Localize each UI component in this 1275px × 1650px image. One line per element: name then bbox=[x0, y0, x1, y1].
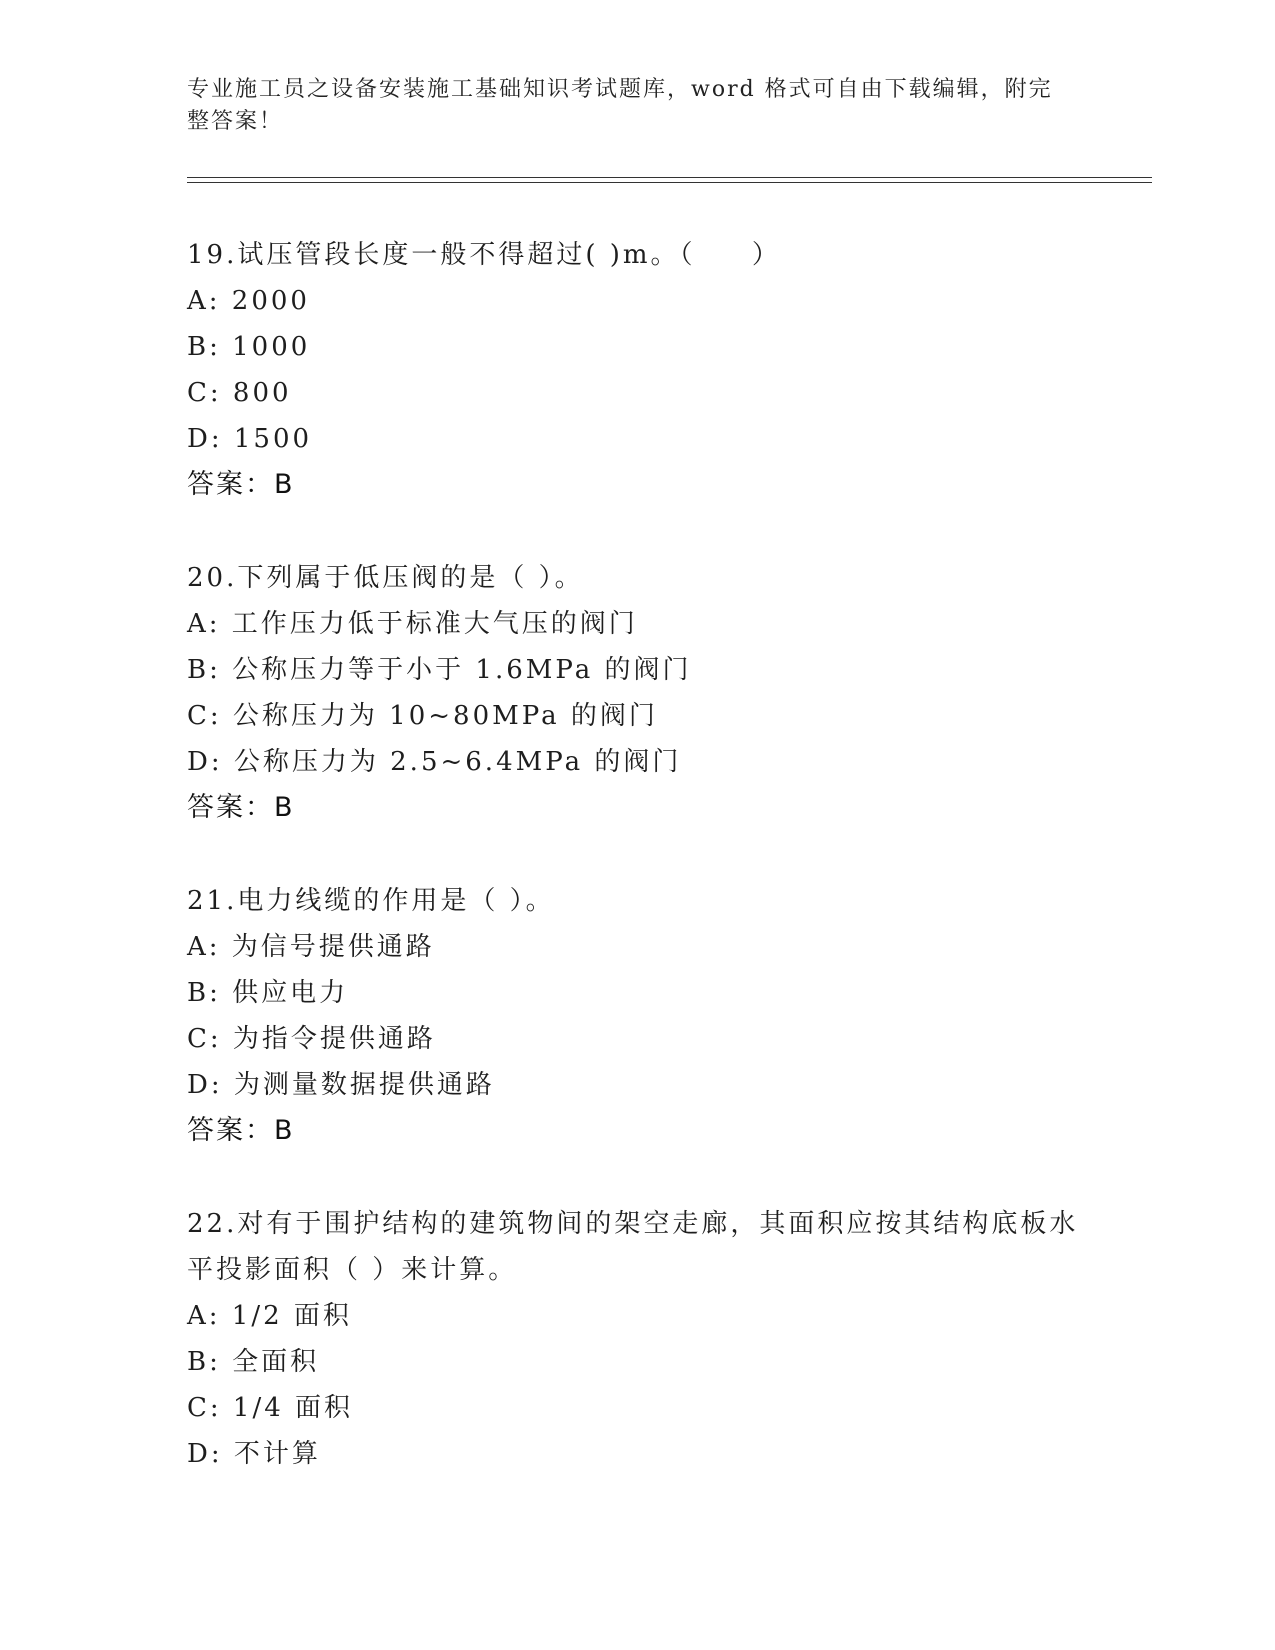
question-21 bbox=[187, 878, 1087, 1154]
question-list bbox=[187, 232, 1087, 1524]
option-b: B: 公称压力等于小于 1.6MPa 的阀门 bbox=[187, 655, 692, 685]
question-stem: 20.下列属于低压阀的是（ ）。 bbox=[187, 563, 584, 593]
answer-line: 答案：B bbox=[187, 792, 295, 823]
question-stem: 22.对有于围护结构的建筑物间的架空走廊，其面积应按其结构底板水平投影面积（ ）来计算。 bbox=[187, 1209, 1079, 1285]
answer-line: 答案：B bbox=[187, 469, 295, 500]
option-d: D: 1500 bbox=[187, 424, 313, 454]
option-d: D: 不计算 bbox=[187, 1439, 321, 1469]
answer-line: 答案：B bbox=[187, 1115, 295, 1146]
option-a: A: 工作压力低于标准大气压的阀门 bbox=[187, 609, 638, 639]
option-d: D: 公称压力为 2.5~6.4MPa 的阀门 bbox=[187, 747, 682, 777]
option-d: D: 为测量数据提供通路 bbox=[187, 1070, 495, 1100]
document-header-note: 专业施工员之设备安装施工基础知识考试题库，word 格式可自由下载编辑，附完整答案！ bbox=[187, 77, 1053, 134]
question-stem: 19.试压管段长度一般不得超过( )m。（ ） bbox=[187, 240, 781, 270]
option-c: C: 1/4 面积 bbox=[187, 1393, 354, 1423]
option-c: C: 800 bbox=[187, 378, 292, 408]
option-c: C: 公称压力为 10~80MPa 的阀门 bbox=[187, 701, 658, 731]
question-stem: 21.电力线缆的作用是（ ）。 bbox=[187, 886, 555, 916]
question-22 bbox=[187, 1201, 1087, 1477]
option-a: A: 1/2 面积 bbox=[187, 1301, 352, 1331]
header-divider bbox=[187, 177, 1152, 183]
option-a: A: 2000 bbox=[187, 286, 310, 316]
option-c: C: 为指令提供通路 bbox=[187, 1024, 436, 1054]
option-b: B: 供应电力 bbox=[187, 978, 349, 1008]
option-a: A: 为信号提供通路 bbox=[187, 932, 435, 962]
question-19 bbox=[187, 232, 1087, 508]
question-20 bbox=[187, 555, 1087, 831]
option-b: B: 1000 bbox=[187, 332, 311, 362]
option-b: B: 全面积 bbox=[187, 1347, 320, 1377]
